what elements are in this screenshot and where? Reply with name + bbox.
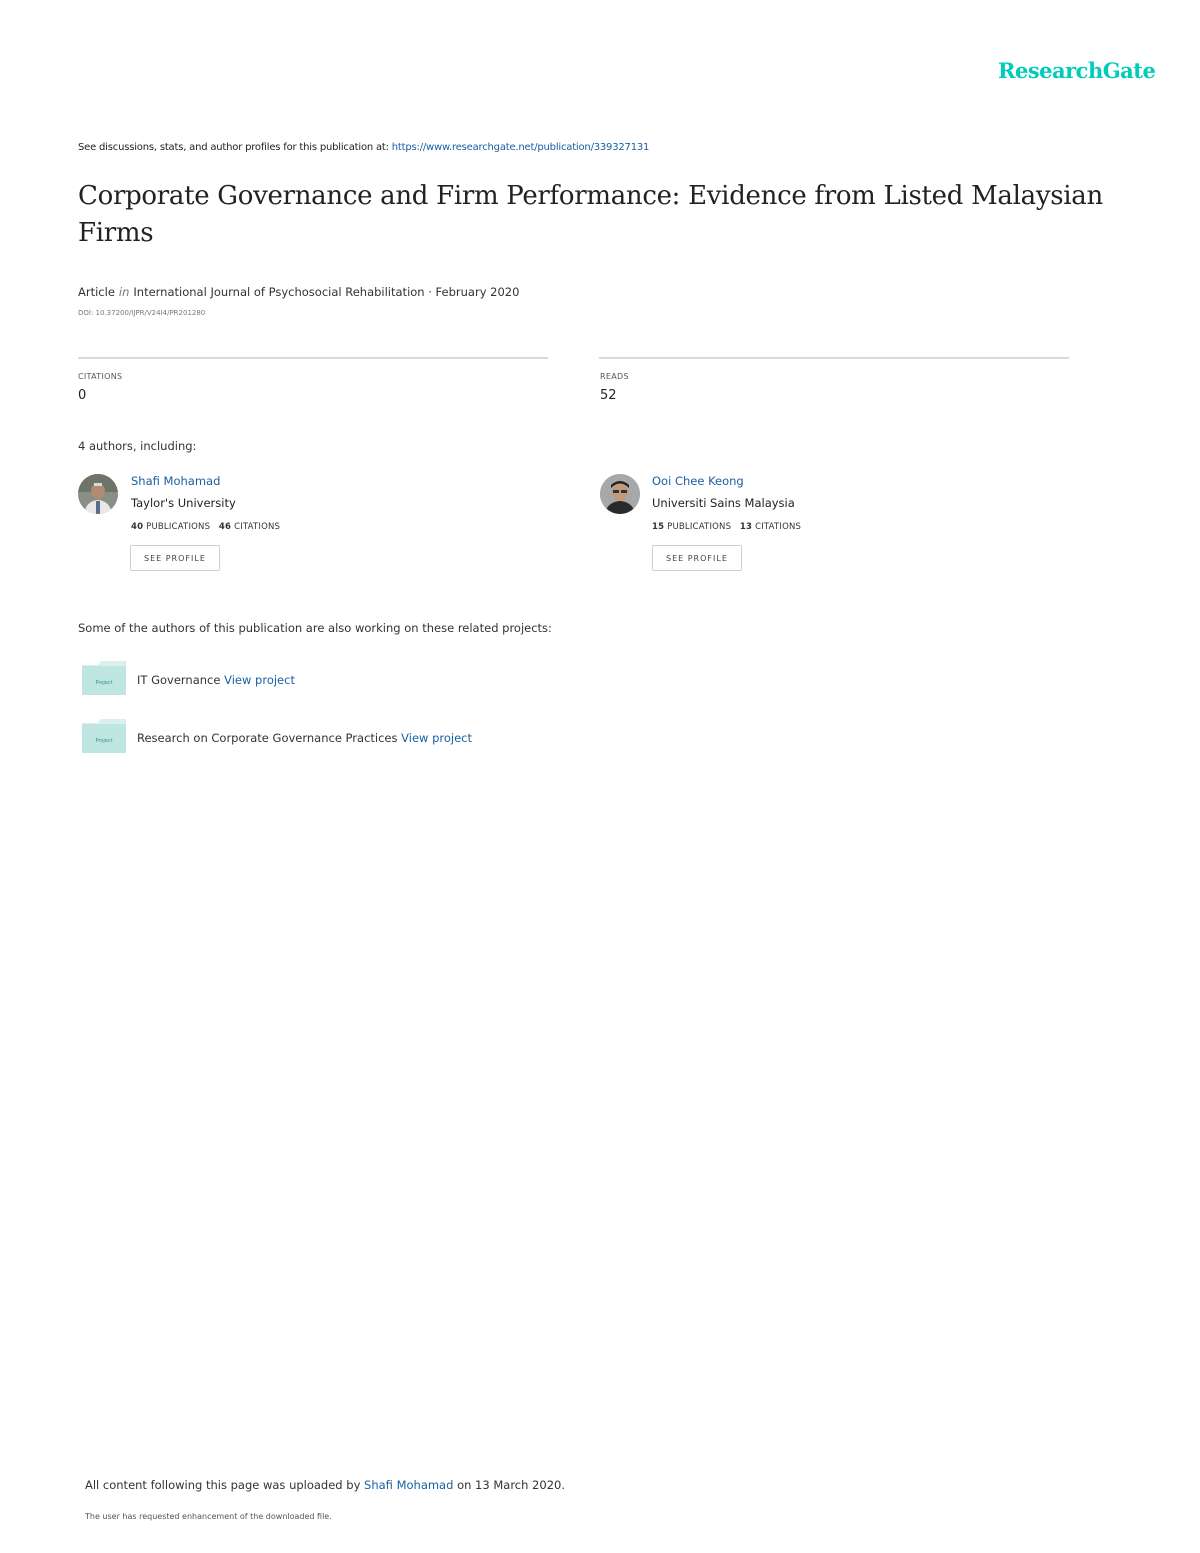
avatar[interactable] — [600, 474, 640, 514]
enhancement-note: The user has requested enhancement of the downloaded file. — [85, 1512, 332, 1521]
citations-label: CITATIONS — [755, 522, 802, 532]
publication-url-link[interactable]: https://www.researchgate.net/publication/339327131 — [391, 142, 650, 153]
see-profile-button[interactable]: SEE PROFILE — [652, 545, 742, 571]
projects-heading: Some of the authors of this publication are also working on these related projects: — [78, 621, 552, 635]
citations-count: 46 — [218, 522, 232, 532]
citations-count: 13 — [739, 522, 753, 532]
author-affiliation: Universiti Sains Malaysia — [652, 496, 795, 510]
authors-heading: 4 authors, including: — [78, 439, 197, 453]
project-item — [137, 731, 472, 745]
upload-suffix: on 13 March 2020. — [457, 1478, 565, 1492]
doi: DOI: 10.37200/IJPR/V24I4/PR201280 — [78, 309, 206, 317]
project-folder-icon — [82, 719, 126, 753]
author-affiliation: Taylor's University — [131, 496, 236, 510]
author-stats — [652, 522, 801, 532]
publications-label: PUBLICATIONS — [667, 522, 732, 532]
project-name: IT Governance — [137, 673, 221, 687]
citations-label: CITATIONS — [234, 522, 281, 532]
citations-value: 0 — [78, 388, 87, 403]
upload-line — [85, 1478, 565, 1492]
author-photo-icon — [78, 474, 118, 514]
view-project-link[interactable]: View project — [224, 673, 295, 687]
author-stats — [131, 522, 280, 532]
discussion-line — [78, 142, 649, 153]
journal-date: International Journal of Psychosocial Rehabilitation · February 2020 — [133, 285, 520, 299]
see-profile-button[interactable]: SEE PROFILE — [130, 545, 220, 571]
project-name: Research on Corporate Governance Practices — [137, 731, 398, 745]
project-folder-icon — [82, 661, 126, 695]
publication-type: Article — [78, 285, 115, 299]
avatar[interactable] — [78, 474, 118, 514]
folder-label: Project — [95, 680, 113, 686]
publications-count: 40 — [131, 522, 144, 532]
uploader-link[interactable]: Shafi Mohamad — [364, 1478, 454, 1492]
citations-label: CITATIONS — [78, 372, 123, 381]
author-name-link[interactable]: Shafi Mohamad — [131, 474, 221, 488]
reads-label: READS — [600, 372, 629, 381]
discussion-prefix: See discussions, stats, and author profiles for this publication at: — [78, 142, 389, 153]
upload-prefix: All content following this page was uploaded by — [85, 1478, 361, 1492]
view-project-link[interactable]: View project — [401, 731, 473, 745]
reads-value: 52 — [600, 388, 617, 403]
publications-count: 15 — [652, 522, 665, 532]
citations-divider — [78, 357, 548, 359]
researchgate-logo[interactable]: ResearchGate — [998, 58, 1156, 83]
author-photo-icon — [600, 474, 640, 514]
publication-meta — [78, 285, 519, 299]
project-item — [137, 673, 295, 687]
in-label: in — [118, 285, 130, 299]
reads-divider — [599, 357, 1069, 359]
folder-label: Project — [95, 738, 113, 744]
author-name-link[interactable]: Ooi Chee Keong — [652, 474, 744, 488]
publication-title: Corporate Governance and Firm Performance: Evidence from Listed Malaysian Firms — [78, 181, 1103, 248]
publications-label: PUBLICATIONS — [146, 522, 211, 532]
